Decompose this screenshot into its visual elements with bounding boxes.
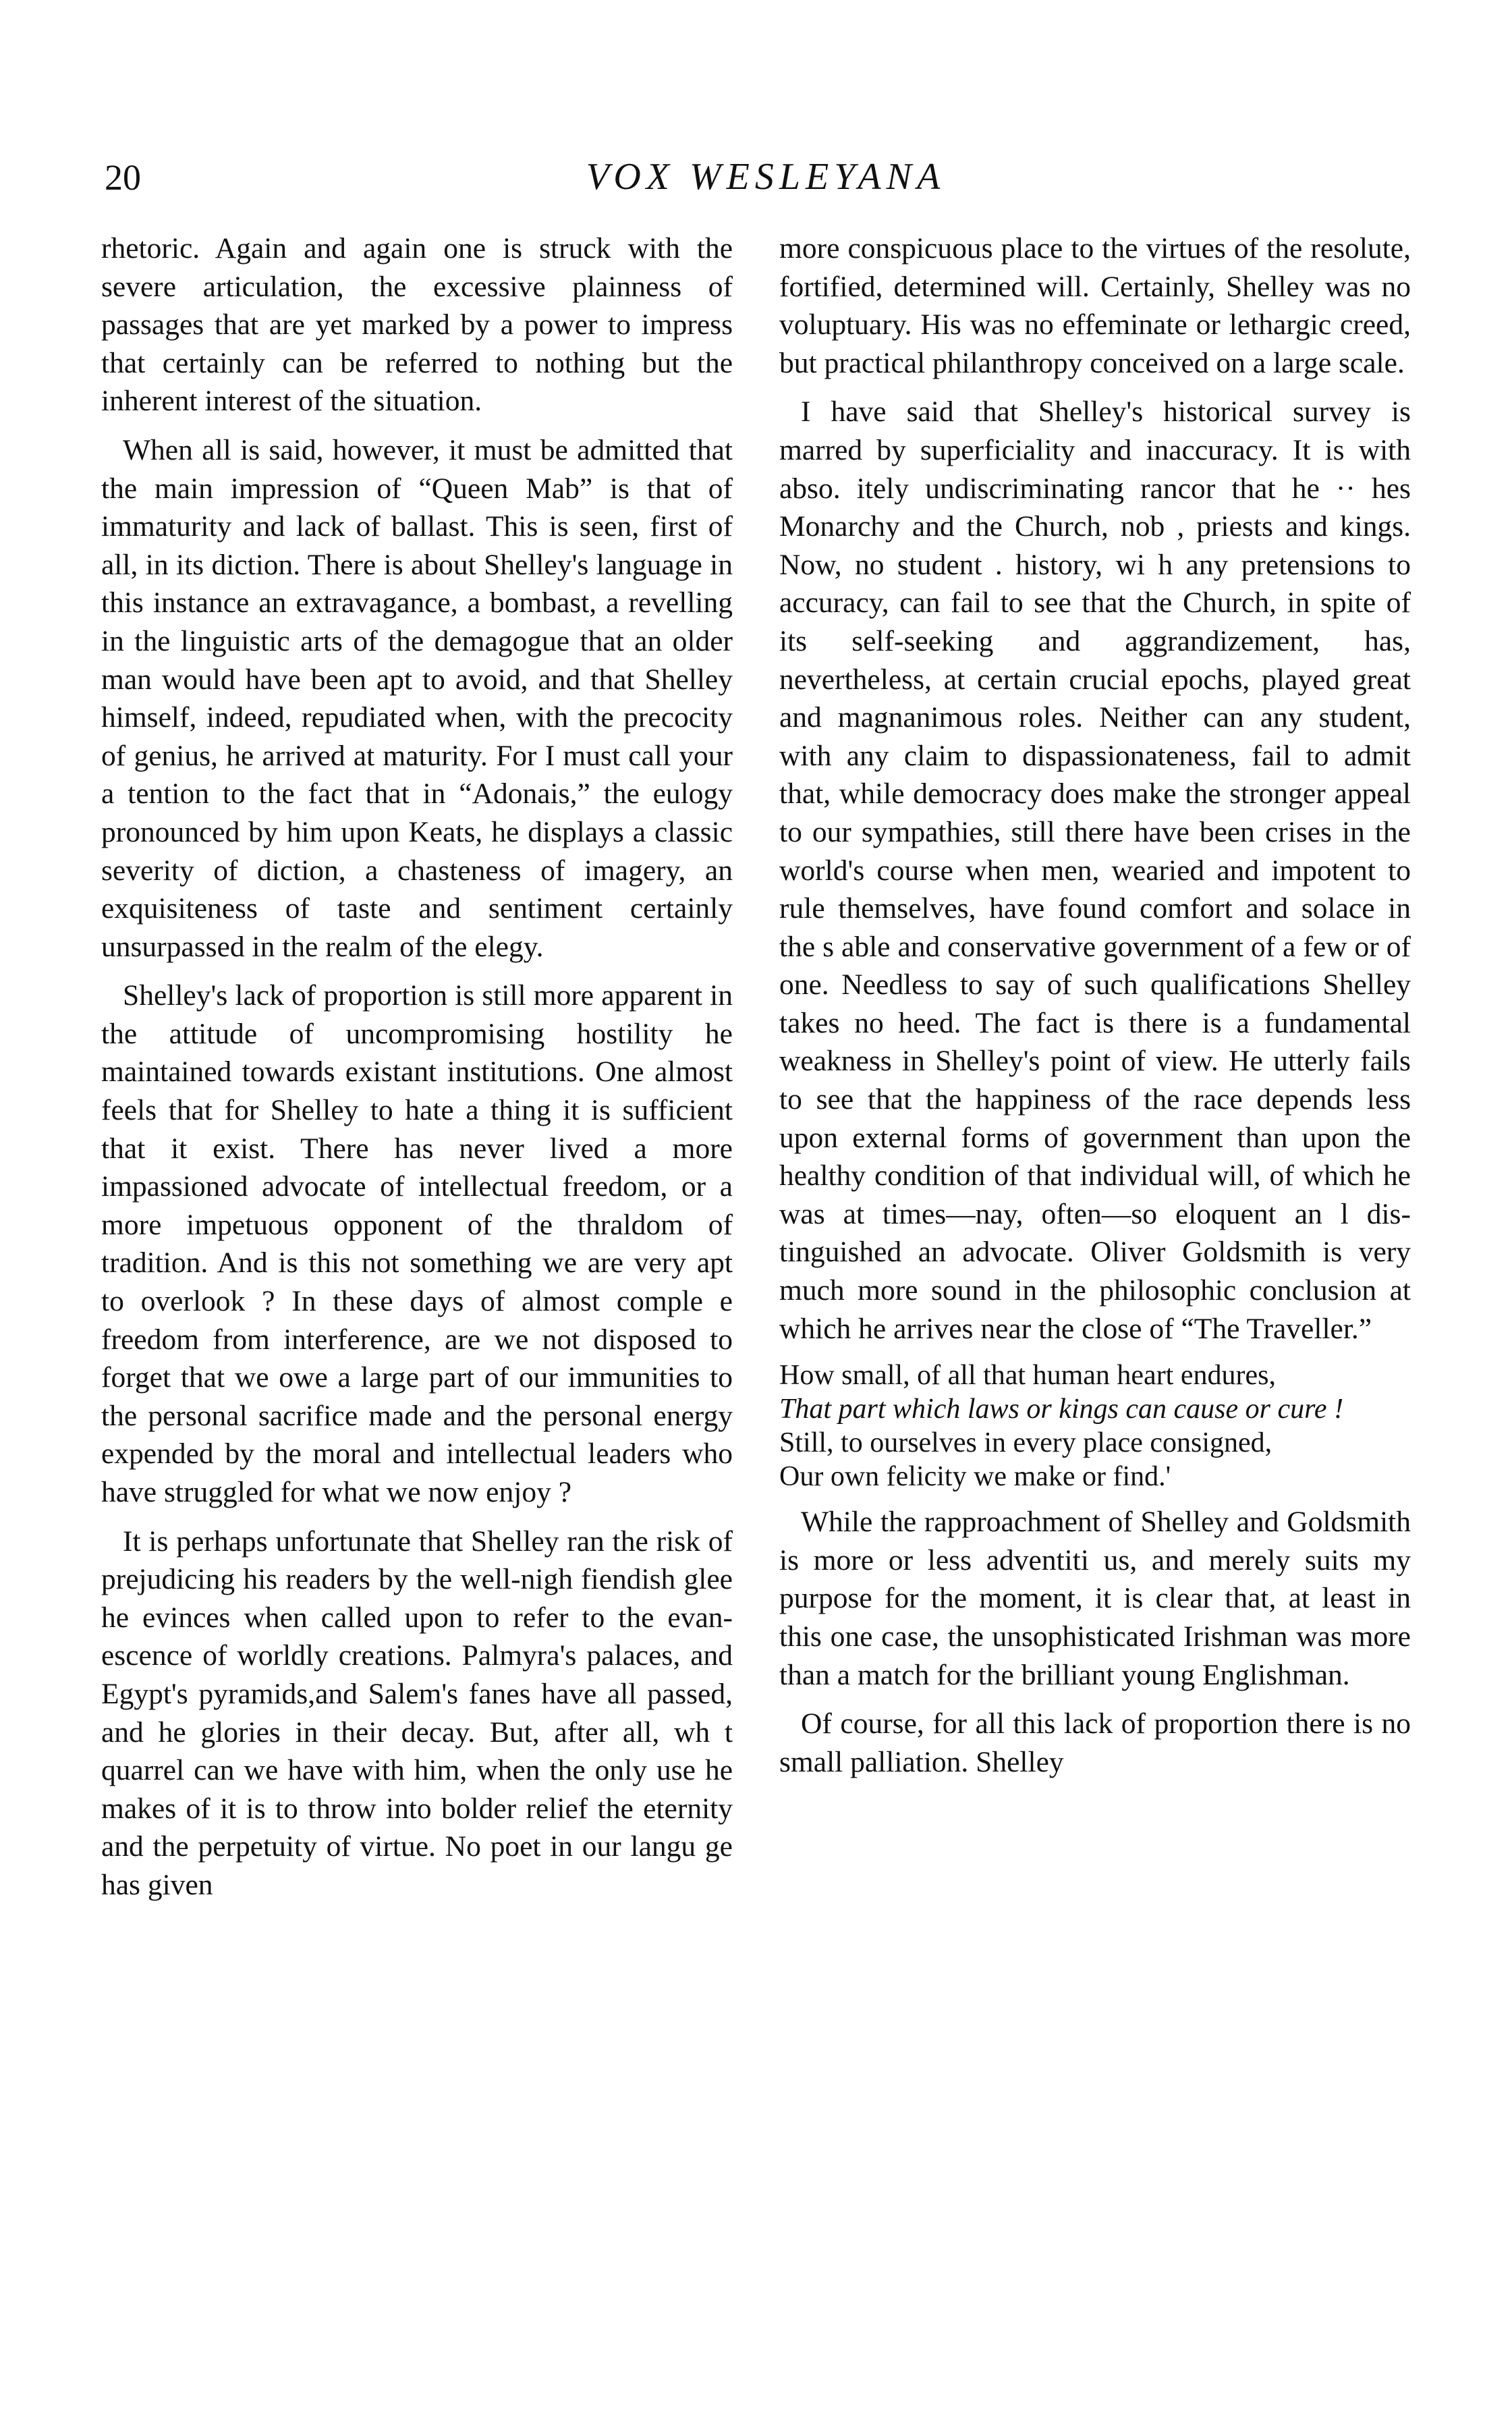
paragraph: While the rapproachment of Shelley and Goldsmith is more or less adventiti us, and merely suits my purpose for the moment, it is clear that, at least in this one case, the unsophisticated Irishman was more than a match for the brilliant young Englishman. (779, 1506, 1411, 1691)
paragraph: When all is said, however, it must be admitted that the main impression of “Queen Mab” is that of immaturity and lack of ballast. This is seen, first of all, in its diction. There is about Shelley's language in this instance an extravagance, a bombast, a revelling in the linguistic arts of the demagogue that an older man would have been apt to avoid, and that Shelley himself, indeed, repudiated when, with the precocity of genius, he arrived at maturity. For I must call your a tention to the fact that in “Adonais,” the eulogy pronounced by him upon Keats, he displays a classic severity of diction, a chasteness of imagery, an exquisiteness of taste and sentiment certainly unsurpassed in the realm of the elegy. (101, 433, 733, 963)
left-column (101, 229, 733, 1915)
paragraph: Shelley's lack of proportion is still more apparent in the attitude of uncompromising hostility he maintained towards existant institutions. One almost feels that for Shelley to hate a thing it is sufficient that it exist. There has never lived a more impassioned advocate of intellectual freedom, or a more impetuous opponent of the thraldom of tradition. And is this not something we are very apt to overlook ? In these days of almost comple e freedom from interference, are we not disposed to forget that we owe a large part of our immunities to the personal sacrifice made and the personal energy expended by the moral and intellectual leaders who have struggled for what we now enjoy ? (101, 979, 733, 1508)
paragraph: I have said that Shelley's historical survey is marred by superficiality and inaccuracy. It is with abso. itely undiscriminating rancor that he ·· hes Monarchy and the Church, nob , priests and kings. Now, no student . history, wi h any pretensions to accuracy, can fail to see that the Church, in spite of its self-seeking and aggrandizement, has, nevertheless, at certain crucial epochs, played great and magnanimous roles. Neither can any student, with any claim to dispassionateness, fail to admit that, while democracy does make the stronger appeal to our sympathies, still there have been crises in the world's course when men, wearied and impotent to rule themselves, have found comfort and solace in the s able and conservative government of a few or of one. Needless to say of such qualifications Shelley takes no heed. The fact is there is a fundamental weakness in Shelley's point of view. He utterly fails to see that the happiness of the race depends less upon external forms of government than upon the healthy condition of that individual will, of which he was at times—nay, often—so eloquent an l distinguished an advocate. Oliver Goldsmith is very much more sound in the philosophic conclusion at which he arrives near the close of “The Traveller.” (779, 395, 1411, 1345)
right-column (779, 229, 1411, 1792)
poem-line: That part which laws or kings can cause or cure ! (779, 1394, 1344, 1425)
paragraph: rhetoric. Again and again one is struck with the severe articulation, the excessive plainness of passages that are yet marked by a power to impress that certainly can be referred to nothing but the inherent interest of the situation. (101, 232, 733, 418)
paragraph: more conspicuous place to the virtues of the resolute, fortified, determined will. Certainly, Shelley was no voluptuary. His was no effeminate or lethargic creed, but practical philanthropy conceived on a large scale. (779, 232, 1411, 379)
poem-line: How small, of all that human heart endures, (779, 1360, 1276, 1392)
paragraph: Of course, for all this lack of proportion there is no small palliation. Shelley (779, 1707, 1411, 1778)
page-header (105, 150, 1427, 204)
poem-quotation (779, 1359, 1411, 1493)
poem-line: Our own felicity we make or find.' (779, 1461, 1171, 1493)
paragraph: It is perhaps unfortunate that Shelley ran the risk of prejudicing his readers by the well-nigh fiendish glee he evinces when called upon to refer to the evanescence of worldly creations. Palmyra's palaces, and Egypt's pyramids,and Salem's fanes have all passed, and he glories in their decay. But, after all, wh t quarrel can we have with him, when the only use he makes of it is to throw into bolder relief the eternity and the perpetuity of virtue. No poet in our langu ge has given (101, 1525, 733, 1901)
poem-line: Still, to ourselves in every place consigned, (779, 1427, 1272, 1459)
page-number: 20 (105, 157, 141, 198)
running-title: VOX WESLEYANA (586, 156, 946, 198)
